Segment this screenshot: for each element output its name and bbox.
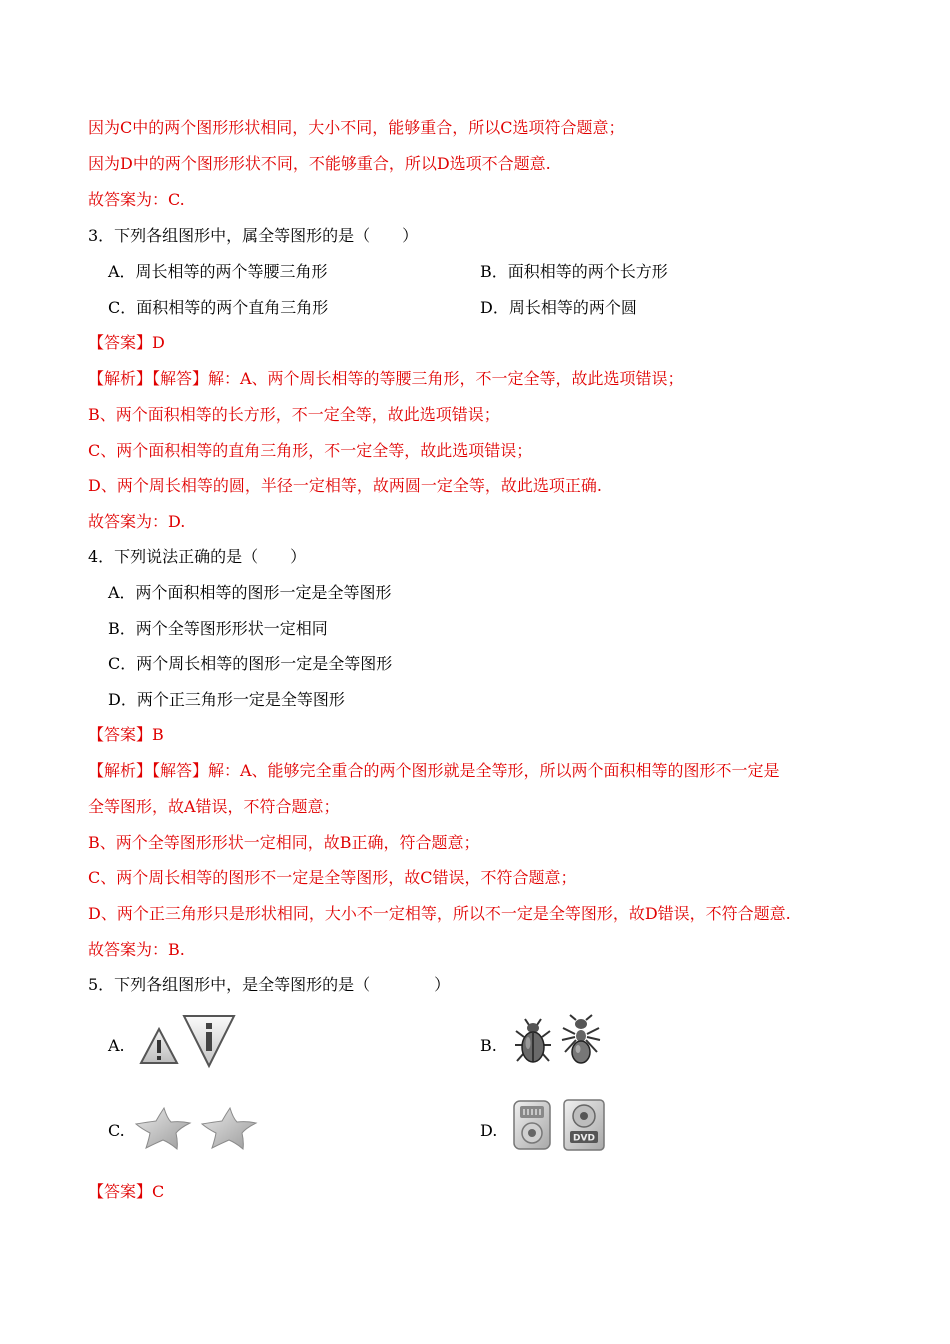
- q3-final-answer: 故答案为：D.: [88, 512, 186, 531]
- q4-analysis-line: C、两个周长相等的图形不一定是全等图形，故C错误，不符合题意；: [88, 868, 577, 887]
- q4-analysis-line: 【解析】【解答】解：A、能够完全重合的两个图形就是全等形，所以两个面积相等的图形不一定是: [88, 761, 780, 780]
- q3-option-c: C．面积相等的两个直角三角形: [108, 298, 329, 317]
- ant-icon: [558, 1014, 604, 1066]
- media-player-icon: [512, 1099, 552, 1151]
- q3-option-d: D．周长相等的两个圆: [480, 298, 637, 317]
- q2-explanation-d: 因为D中的两个图形形状不同，不能够重合，所以D选项不合题意.: [88, 154, 551, 173]
- star-icon: [134, 1105, 192, 1151]
- svg-text:DVD: DVD: [573, 1133, 595, 1144]
- q4-analysis-line: 全等图形，故A错误，不符合题意；: [88, 797, 340, 816]
- q3-analysis-line: D、两个周长相等的圆，半径一定相等，故两圆一定全等，故此选项正确.: [88, 476, 602, 495]
- q4-analysis-line: D、两个正三角形只是形状相同，大小不一定相等，所以不一定是全等图形，故D错误，不符合题意.: [88, 904, 791, 923]
- q5-stem: 5．下列各组图形中，是全等图形的是（ ）: [88, 975, 451, 994]
- q5-answer: 【答案】C: [88, 1182, 165, 1201]
- q4-answer: 【答案】B: [88, 725, 164, 744]
- q2-final-answer: 故答案为：C.: [88, 190, 185, 209]
- q3-analysis-line: C、两个面积相等的直角三角形，不一定全等，故此选项错误；: [88, 441, 533, 460]
- q4-final-answer: 故答案为：B.: [88, 940, 185, 959]
- q2-explanation-c: 因为C中的两个图形形状相同，大小不同，能够重合，所以C选项符合题意；: [88, 118, 625, 137]
- q3-option-b: B．面积相等的两个长方形: [480, 262, 668, 281]
- q4-option-a: A．两个面积相等的图形一定是全等图形: [108, 583, 392, 602]
- star-icon: [200, 1105, 258, 1151]
- q3-analysis-line: 【解析】【解答】解：A、两个周长相等的等腰三角形，不一定全等，故此选项错误；: [88, 369, 684, 388]
- warning-triangle-icon: [138, 1026, 180, 1066]
- q5-option-d-label: D.: [480, 1121, 498, 1140]
- q4-analysis-line: B、两个全等图形形状一定相同，故B正确，符合题意；: [88, 833, 480, 852]
- q5-option-b-label: B.: [480, 1036, 497, 1055]
- q5-option-a-label: A.: [108, 1036, 125, 1055]
- q5-option-c-label: C.: [108, 1121, 125, 1140]
- q4-option-c: C．两个周长相等的图形一定是全等图形: [108, 654, 393, 673]
- q3-stem: 3．下列各组图形中，属全等图形的是（ ）: [88, 226, 419, 245]
- beetle-icon: [512, 1017, 554, 1067]
- q3-answer: 【答案】D: [88, 333, 165, 352]
- dvd-player-icon: [562, 1098, 606, 1152]
- q4-option-b: B．两个全等图形形状一定相同: [108, 619, 328, 638]
- q3-analysis-line: B、两个面积相等的长方形，不一定全等，故此选项错误；: [88, 405, 500, 424]
- q3-option-a: A．周长相等的两个等腰三角形: [108, 262, 328, 281]
- q4-stem: 4．下列说法正确的是（ ）: [88, 547, 307, 566]
- info-triangle-icon: [181, 1013, 237, 1069]
- q4-option-d: D．两个正三角形一定是全等图形: [108, 690, 345, 709]
